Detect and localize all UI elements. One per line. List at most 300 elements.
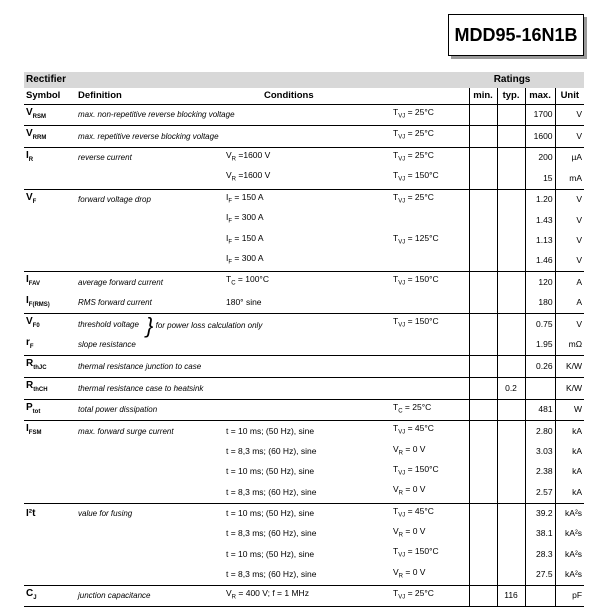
- cell-definition: [76, 442, 224, 462]
- cell-definition: [76, 378, 224, 400]
- cell-condition-1: [224, 126, 391, 148]
- cell-definition: [76, 482, 224, 503]
- cell-condition-1: [224, 168, 391, 189]
- cell-unit: A: [555, 272, 584, 293]
- cell-condition-2: [391, 378, 469, 400]
- cell-symbol: [24, 210, 76, 230]
- cell-unit: kA: [555, 421, 584, 442]
- condition-value: = 45°C: [407, 423, 434, 434]
- condition-value: t = 10 ms; (50 Hz), sine: [226, 508, 315, 519]
- table-row: [24, 503, 584, 524]
- condition-var: V: [226, 587, 232, 598]
- cell-condition-1: [224, 585, 391, 607]
- header-symbol: Symbol: [24, 88, 76, 104]
- condition-var: T: [393, 423, 399, 434]
- cell-condition-2: [391, 335, 469, 356]
- cell-symbol: [24, 168, 76, 189]
- cell-typ: [497, 104, 525, 126]
- cell-typ: [497, 503, 525, 524]
- cell-unit: A: [555, 293, 584, 314]
- cell-typ: [497, 251, 525, 272]
- cell-condition-2: [391, 231, 469, 251]
- cell-condition-1: [224, 524, 391, 544]
- table-row: [24, 168, 584, 189]
- cell-max: 1.13: [525, 231, 555, 251]
- cell-symbol: [24, 544, 76, 564]
- cell-definition: [76, 335, 224, 356]
- condition-value: = 150 A: [234, 191, 264, 202]
- definition-text: value for fusing: [78, 509, 133, 519]
- condition-value: t = 8,3 ms; (60 Hz), sine: [226, 446, 317, 457]
- symbol-subscript: tot: [32, 408, 41, 415]
- condition-value: = 150°C: [407, 546, 439, 557]
- condition-value: = 25°C: [407, 106, 434, 117]
- definition-text: max. non-repetitive reverse blocking voltage: [78, 110, 235, 120]
- cell-condition-1: [224, 482, 391, 503]
- definition-text: thermal resistance case to heatsink: [78, 383, 204, 393]
- cell-definition: [76, 585, 224, 607]
- cell-max: 180: [525, 293, 555, 314]
- cell-unit: mA: [555, 168, 584, 189]
- cell-definition: [76, 544, 224, 564]
- symbol-letter: V: [26, 128, 33, 140]
- table-row: [24, 314, 584, 335]
- cell-condition-2: [391, 356, 469, 378]
- table-row: [24, 147, 584, 168]
- condition-subscript: R: [231, 156, 237, 163]
- condition-value: = 25°C: [407, 587, 434, 598]
- symbol-letter: I²t: [26, 508, 36, 520]
- condition-var: V: [226, 149, 232, 160]
- cell-condition-2: [391, 421, 469, 442]
- condition-var: T: [393, 546, 399, 557]
- symbol-subscript: R: [28, 156, 34, 163]
- cell-symbol: [24, 126, 76, 148]
- cell-definition: [76, 251, 224, 272]
- condition-var: T: [393, 170, 399, 181]
- condition-var: V: [393, 525, 399, 536]
- cell-unit: V: [555, 231, 584, 251]
- cell-condition-1: [224, 356, 391, 378]
- cell-min: [469, 482, 497, 503]
- cell-max: 28.3: [525, 544, 555, 564]
- cell-typ: [497, 168, 525, 189]
- table-row: [24, 544, 584, 564]
- brace-note: [146, 313, 263, 339]
- condition-value: t = 10 ms; (50 Hz), sine: [226, 548, 315, 559]
- condition-value: = 0 V: [405, 566, 426, 577]
- cell-unit: kA²s: [555, 503, 584, 524]
- cell-unit: kA²s: [555, 565, 584, 586]
- condition-value: = 300 A: [234, 212, 264, 223]
- table-row: [24, 442, 584, 462]
- cell-definition: [76, 126, 224, 148]
- definition-text: total power dissipation: [78, 405, 158, 415]
- cell-min: [469, 314, 497, 335]
- symbol-subscript: F(RMS): [28, 301, 50, 308]
- cell-typ: [497, 210, 525, 230]
- cell-symbol: [24, 189, 76, 210]
- cell-condition-2: [391, 544, 469, 564]
- cell-min: [469, 335, 497, 356]
- condition-value: t = 10 ms; (50 Hz), sine: [226, 425, 315, 436]
- condition-var: V: [393, 484, 399, 495]
- cell-definition: [76, 524, 224, 544]
- cell-max: 15: [525, 168, 555, 189]
- condition-var: T: [393, 401, 399, 412]
- cell-max: 120: [525, 272, 555, 293]
- symbol-letter: V: [26, 106, 33, 118]
- cell-definition: [76, 189, 224, 210]
- condition-value: =1600 V: [238, 170, 271, 181]
- brace-note-text: for power loss calculation only: [155, 321, 263, 331]
- cell-condition-2: [391, 585, 469, 607]
- header-min: min.: [469, 88, 497, 104]
- condition-value: = 100°C: [237, 274, 269, 285]
- condition-var: T: [393, 232, 399, 243]
- cell-unit: kA: [555, 442, 584, 462]
- cell-condition-1: [224, 251, 391, 272]
- cell-unit: µA: [555, 147, 584, 168]
- condition-value: = 300 A: [234, 252, 264, 263]
- ratings-label: Ratings: [469, 72, 555, 88]
- cell-min: [469, 104, 497, 126]
- part-number-box: [448, 14, 584, 56]
- condition-value: = 0 V: [405, 525, 426, 536]
- header-typ: typ.: [497, 88, 525, 104]
- cell-unit: kA: [555, 462, 584, 482]
- cell-condition-1: [224, 272, 391, 293]
- condition-value: = 25°C: [407, 128, 434, 139]
- cell-condition-1: [224, 442, 391, 462]
- cell-condition-2: [391, 147, 469, 168]
- cell-symbol: [24, 524, 76, 544]
- symbol-subscript: F0: [32, 323, 40, 330]
- cell-condition-2: [391, 251, 469, 272]
- condition-subscript: VJ: [398, 470, 406, 477]
- cell-definition: [76, 272, 224, 293]
- symbol-subscript: RRM: [32, 135, 47, 142]
- part-number: MDD95-16N1B: [454, 24, 578, 45]
- cell-definition: [76, 313, 263, 339]
- cell-condition-1: [224, 544, 391, 564]
- cell-min: [469, 565, 497, 586]
- condition-value: = 0 V: [405, 484, 426, 495]
- cell-typ: 0.2: [497, 378, 525, 400]
- column-header-row: [24, 88, 584, 104]
- condition-value: 180° sine: [226, 297, 262, 308]
- condition-value: = 150°C: [407, 464, 439, 475]
- condition-value: = 45°C: [407, 505, 434, 516]
- symbol-letter: R: [26, 358, 34, 370]
- table-row: [24, 335, 584, 356]
- condition-value: = 25°C: [404, 401, 432, 412]
- symbol-letter: I: [26, 294, 29, 306]
- condition-value: = 150°C: [407, 274, 439, 285]
- cell-typ: [497, 565, 525, 586]
- header-max: max.: [525, 88, 555, 104]
- cell-symbol: [24, 147, 76, 168]
- cell-max: 2.80: [525, 421, 555, 442]
- cell-unit: V: [555, 210, 584, 230]
- cell-definition: [76, 231, 224, 251]
- definition-text: max. forward surge current: [78, 426, 174, 436]
- symbol-letter: I: [26, 149, 29, 161]
- condition-var: V: [393, 443, 399, 454]
- cell-typ: [497, 356, 525, 378]
- condition-var: I: [226, 232, 229, 243]
- cell-typ: [497, 482, 525, 503]
- cell-definition: [76, 147, 224, 168]
- cell-typ: [497, 314, 525, 335]
- cell-condition-1: [224, 565, 391, 586]
- definition-text: reverse current: [78, 153, 132, 163]
- cell-condition-2: [391, 442, 469, 462]
- cell-min: [469, 524, 497, 544]
- cell-unit: V: [555, 314, 584, 335]
- section-header-row: [24, 72, 584, 88]
- condition-value: t = 8,3 ms; (60 Hz), sine: [226, 568, 317, 579]
- cell-condition-1: [224, 503, 391, 524]
- symbol-letter: R: [26, 380, 34, 392]
- condition-var: V: [226, 170, 232, 181]
- cell-unit: K/W: [555, 378, 584, 400]
- condition-subscript: R: [231, 177, 237, 184]
- cell-unit: V: [555, 251, 584, 272]
- cell-symbol: [24, 272, 76, 293]
- condition-var: T: [393, 128, 399, 139]
- cell-min: [469, 189, 497, 210]
- cell-condition-2: [391, 524, 469, 544]
- cell-typ: [497, 421, 525, 442]
- condition-subscript: VJ: [398, 239, 406, 246]
- cell-min: [469, 585, 497, 607]
- cell-symbol: [24, 251, 76, 272]
- condition-var: T: [393, 587, 399, 598]
- cell-condition-1: [224, 189, 391, 210]
- condition-var: T: [393, 191, 399, 202]
- table-row: [24, 251, 584, 272]
- cell-condition-2: [391, 462, 469, 482]
- symbol-letter: V: [26, 191, 33, 203]
- symbol-subscript: F: [32, 198, 37, 205]
- cell-unit: V: [555, 126, 584, 148]
- cell-symbol: [24, 314, 76, 335]
- condition-var: T: [226, 274, 232, 285]
- cell-min: [469, 544, 497, 564]
- symbol-subscript: FSM: [28, 430, 42, 437]
- cell-unit: mΩ: [555, 335, 584, 356]
- cell-symbol: [24, 585, 76, 607]
- cell-max: 200: [525, 147, 555, 168]
- cell-min: [469, 442, 497, 462]
- condition-value: t = 8,3 ms; (60 Hz), sine: [226, 528, 317, 539]
- cell-definition: [76, 462, 224, 482]
- cell-unit: V: [555, 189, 584, 210]
- header-definition: Definition: [76, 88, 224, 104]
- cell-max: 481: [525, 399, 555, 421]
- cell-condition-2: [391, 503, 469, 524]
- cell-symbol: [24, 293, 76, 314]
- cell-max: 1.43: [525, 210, 555, 230]
- symbol-subscript: thJC: [33, 365, 47, 372]
- table-row: [24, 482, 584, 503]
- condition-subscript: F: [228, 198, 233, 205]
- condition-subscript: VJ: [398, 198, 406, 205]
- condition-subscript: VJ: [398, 177, 406, 184]
- cell-min: [469, 231, 497, 251]
- cell-min: [469, 210, 497, 230]
- condition-subscript: VJ: [398, 430, 406, 437]
- table-row: [24, 231, 584, 251]
- table-row: [24, 126, 584, 148]
- cell-max: 39.2: [525, 503, 555, 524]
- symbol-letter: I: [26, 274, 29, 286]
- cell-condition-1: [224, 399, 391, 421]
- cell-max: 0.75: [525, 314, 555, 335]
- cell-typ: [497, 462, 525, 482]
- cell-min: [469, 126, 497, 148]
- table-row: [24, 210, 584, 230]
- table-row: [24, 462, 584, 482]
- brace-glyph: }: [146, 313, 154, 339]
- cell-typ: [497, 544, 525, 564]
- cell-symbol: [24, 104, 76, 126]
- condition-subscript: C: [398, 408, 403, 415]
- condition-subscript: VJ: [398, 280, 406, 287]
- cell-definition: [76, 503, 224, 524]
- cell-symbol: [24, 421, 76, 442]
- definition-text: max. repetitive reverse blocking voltage: [78, 131, 219, 141]
- cell-unit: kA²s: [555, 544, 584, 564]
- condition-value: = 25°C: [407, 149, 434, 160]
- symbol-subscript: RSM: [32, 113, 47, 120]
- cell-min: [469, 421, 497, 442]
- cell-typ: [497, 293, 525, 314]
- cell-symbol: [24, 482, 76, 503]
- condition-var: T: [393, 464, 399, 475]
- cell-min: [469, 356, 497, 378]
- cell-definition: [76, 104, 235, 126]
- cell-condition-2: [391, 314, 469, 335]
- symbol-letter: r: [26, 336, 30, 348]
- cell-unit: kA²s: [555, 524, 584, 544]
- condition-subscript: VJ: [398, 323, 406, 330]
- cell-max: 3.03: [525, 442, 555, 462]
- cell-min: [469, 399, 497, 421]
- condition-subscript: VJ: [398, 135, 406, 142]
- condition-var: V: [393, 566, 399, 577]
- condition-subscript: F: [228, 239, 233, 246]
- definition-text: RMS forward current: [78, 298, 152, 308]
- cell-definition: [76, 356, 224, 378]
- symbol-letter: V: [26, 316, 33, 328]
- cell-typ: [497, 442, 525, 462]
- symbol-subscript: FAV: [28, 281, 41, 288]
- condition-subscript: R: [398, 450, 404, 457]
- cell-definition: [76, 421, 224, 442]
- cell-condition-1: [224, 104, 391, 126]
- condition-subscript: F: [228, 259, 233, 266]
- definition-text: threshold voltage: [78, 319, 139, 329]
- cell-typ: [497, 335, 525, 356]
- cell-typ: [497, 272, 525, 293]
- condition-subscript: C: [231, 280, 236, 287]
- rectifier-ratings-table: [24, 72, 584, 607]
- cell-max: 1600: [525, 126, 555, 148]
- cell-max: 2.57: [525, 482, 555, 503]
- cell-symbol: [24, 356, 76, 378]
- condition-subscript: VJ: [398, 512, 406, 519]
- symbol-letter: C: [26, 587, 34, 599]
- condition-value: = 150°C: [407, 316, 439, 327]
- symbol-subscript: thCH: [33, 387, 48, 394]
- cell-min: [469, 168, 497, 189]
- symbol-letter: P: [26, 401, 33, 413]
- cell-typ: [497, 189, 525, 210]
- cell-typ: [497, 147, 525, 168]
- condition-subscript: VJ: [398, 156, 406, 163]
- table-row: [24, 399, 584, 421]
- condition-var: T: [393, 274, 399, 285]
- cell-definition: [76, 168, 224, 189]
- section-title: Rectifier: [24, 72, 469, 88]
- cell-condition-2: [391, 126, 469, 148]
- table-row: [24, 104, 584, 126]
- condition-value: = 150°C: [407, 170, 439, 181]
- cell-max: 38.1: [525, 524, 555, 544]
- cell-max: 1.95: [525, 335, 555, 356]
- cell-condition-2: [391, 293, 469, 314]
- table-row: [24, 421, 584, 442]
- symbol-subscript: J: [33, 594, 37, 601]
- definition-text: slope resistance: [78, 340, 136, 350]
- cell-symbol: [24, 565, 76, 586]
- cell-condition-2: [391, 399, 469, 421]
- cell-typ: [497, 399, 525, 421]
- cell-condition-1: [224, 378, 391, 400]
- condition-var: I: [226, 191, 229, 202]
- cell-max: 1.46: [525, 251, 555, 272]
- cell-symbol: [24, 399, 76, 421]
- condition-value: = 0 V: [405, 443, 426, 454]
- cell-condition-2: [391, 168, 469, 189]
- table-row: [24, 272, 584, 293]
- cell-definition: [76, 293, 224, 314]
- definition-text: forward voltage drop: [78, 195, 151, 205]
- symbol-subscript: F: [29, 343, 34, 350]
- cell-symbol: [24, 503, 76, 524]
- cell-min: [469, 272, 497, 293]
- table-row: [24, 585, 584, 607]
- cell-condition-2: [391, 210, 469, 230]
- cell-definition: [76, 210, 224, 230]
- cell-min: [469, 293, 497, 314]
- cell-unit: K/W: [555, 356, 584, 378]
- condition-var: T: [393, 106, 399, 117]
- cell-condition-2: [391, 565, 469, 586]
- condition-var: T: [393, 149, 399, 160]
- cell-unit: W: [555, 399, 584, 421]
- condition-subscript: VJ: [398, 113, 406, 120]
- condition-var: I: [226, 212, 229, 223]
- condition-subscript: R: [231, 594, 237, 601]
- condition-subscript: VJ: [398, 552, 406, 559]
- cell-symbol: [24, 335, 76, 356]
- cell-unit: pF: [555, 585, 584, 607]
- cell-definition: [76, 565, 224, 586]
- cell-max: [525, 585, 555, 607]
